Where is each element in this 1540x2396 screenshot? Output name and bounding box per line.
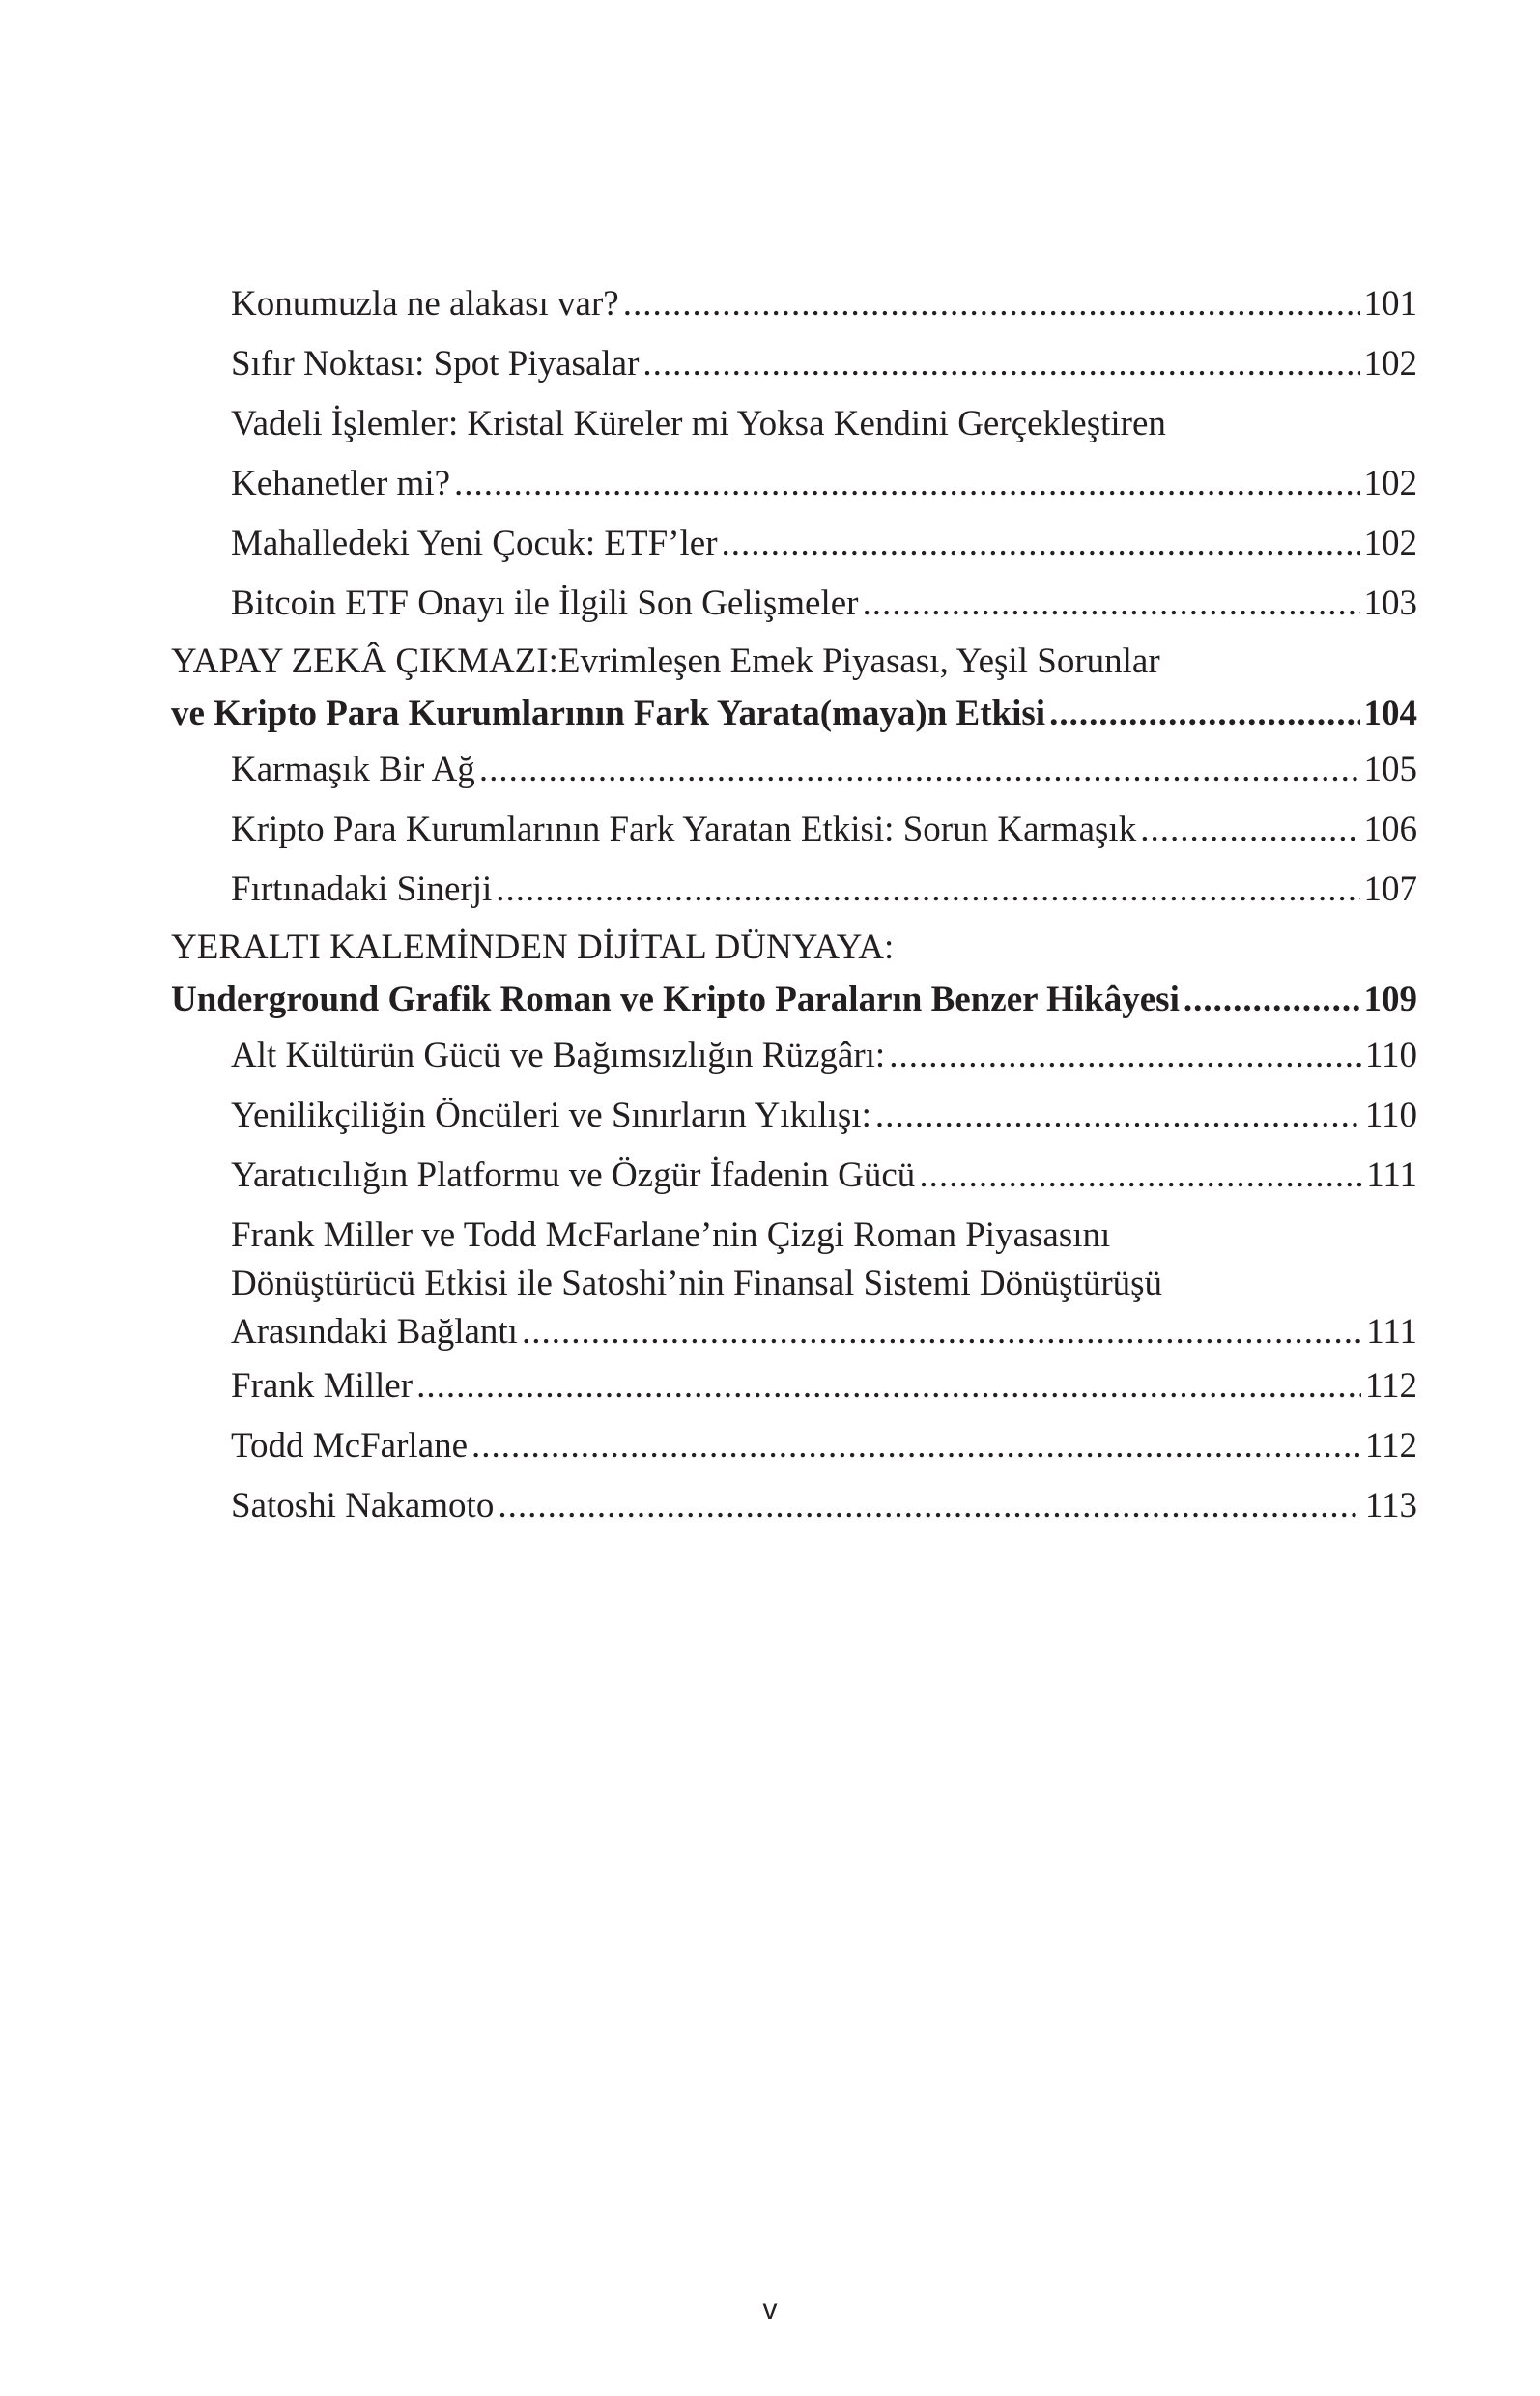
toc-line — [231, 1026, 1417, 1086]
toc-entry-title: Mahalledeki Yeni Çocuk: ETF’ler — [231, 524, 718, 563]
toc-page-number: 104 — [1363, 694, 1417, 733]
toc-entry[interactable] — [171, 394, 1417, 514]
toc-entry[interactable] — [171, 740, 1417, 800]
toc-page-number: 111 — [1366, 1312, 1417, 1352]
toc-entry-title: Bitcoin ETF Onayı ile İlgili Son Gelişmeler — [231, 584, 859, 623]
toc-line — [231, 1356, 1417, 1416]
toc-entry[interactable] — [171, 800, 1417, 860]
toc-chapter-title-line: YERALTI KALEMİNDEN DİJİTAL DÜNYAYA: — [171, 927, 895, 967]
toc-line — [171, 974, 1417, 1026]
toc-entry-title: Yaratıcılığın Platformu ve Özgür İfadenin Gücü — [231, 1155, 916, 1195]
toc-entry-title: Satoshi Nakamoto — [231, 1486, 495, 1526]
dot-leader — [875, 1086, 1361, 1146]
toc-page-number: 113 — [1364, 1486, 1417, 1526]
toc-page-number: 112 — [1364, 1426, 1417, 1466]
toc-page-number: 107 — [1363, 870, 1417, 909]
dot-leader — [889, 1026, 1361, 1086]
toc-page-number: 101 — [1363, 284, 1417, 324]
toc-page-number: 110 — [1364, 1036, 1417, 1075]
toc-page-number: 102 — [1363, 344, 1417, 384]
toc-line — [231, 514, 1417, 574]
toc-page-number: 111 — [1366, 1155, 1417, 1195]
page-folio: v — [762, 2294, 778, 2325]
toc-entry-title: Alt Kültürün Gücü ve Bağımsızlığın Rüzgârı: — [231, 1036, 886, 1075]
toc-line — [231, 574, 1417, 634]
toc-line — [231, 1086, 1417, 1146]
toc-entry-title: Karmaşık Bir Ağ — [231, 750, 475, 789]
toc-page-number: 103 — [1363, 584, 1417, 623]
toc-entry[interactable] — [171, 1146, 1417, 1206]
toc-chapter-entry[interactable] — [171, 922, 1417, 1026]
toc-line — [231, 1476, 1417, 1536]
toc-entry-title: Yenilikçiliğin Öncüleri ve Sınırların Yıkılışı: — [231, 1096, 871, 1135]
toc-page-number: 105 — [1363, 750, 1417, 789]
dot-leader — [623, 274, 1360, 334]
toc-line — [231, 1146, 1417, 1206]
toc-entry[interactable] — [171, 574, 1417, 634]
dot-leader — [496, 860, 1359, 920]
toc-entry-title: Konumuzla ne alakası var? — [231, 284, 619, 324]
toc-entry[interactable] — [171, 1086, 1417, 1146]
dot-leader — [454, 454, 1359, 514]
dot-leader — [1049, 688, 1359, 740]
toc-page-number: 102 — [1363, 524, 1417, 563]
toc-entry[interactable] — [171, 1416, 1417, 1476]
toc-line — [231, 740, 1417, 800]
toc-entry-title: Frank Miller — [231, 1366, 414, 1406]
dot-leader — [416, 1356, 1361, 1416]
dot-leader — [522, 1308, 1362, 1356]
dot-leader — [722, 514, 1360, 574]
toc-entry-title: Arasındaki Bağlantı — [231, 1312, 518, 1352]
toc-entry[interactable] — [171, 860, 1417, 920]
toc-page-number: 112 — [1364, 1366, 1417, 1406]
toc-entry[interactable] — [171, 1212, 1417, 1356]
toc-entry[interactable] — [171, 274, 1417, 334]
toc-page-number: 106 — [1363, 810, 1417, 849]
toc-entry[interactable] — [171, 1026, 1417, 1086]
toc-chapter-title-line: YAPAY ZEKÂ ÇIKMAZI:Evrimleşen Emek Piyasası, Yeşil Sorunlar — [171, 642, 1160, 681]
table-of-contents — [171, 274, 1417, 1536]
toc-entry[interactable] — [171, 1356, 1417, 1416]
toc-line — [231, 1308, 1417, 1356]
dot-leader — [498, 1476, 1361, 1536]
toc-page-number: 110 — [1364, 1096, 1417, 1135]
dot-leader — [642, 334, 1359, 394]
toc-entry-title: Todd McFarlane — [231, 1426, 469, 1466]
toc-entry-title-line: Vadeli İşlemler: Kristal Küreler mi Yoksa Kendini Gerçekleştiren — [231, 404, 1166, 443]
toc-entry-title: Kehanetler mi? — [231, 464, 451, 503]
toc-line — [171, 688, 1417, 740]
toc-entry[interactable] — [171, 1476, 1417, 1536]
toc-entry[interactable] — [171, 334, 1417, 394]
dot-leader — [471, 1416, 1361, 1476]
toc-entry-title: Sıfır Noktası: Spot Piyasalar — [231, 344, 640, 384]
toc-line — [231, 334, 1417, 394]
dot-leader — [479, 740, 1360, 800]
dot-leader — [862, 574, 1359, 634]
toc-entry-title-line: Dönüştürücü Etkisi ile Satoshi’nin Finansal Sistemi Dönüştürüşü — [231, 1264, 1163, 1303]
toc-entry-title-line: Frank Miller ve Todd McFarlane’nin Çizgi Roman Piyasasını — [231, 1215, 1111, 1255]
toc-chapter-entry[interactable] — [171, 636, 1417, 740]
toc-page-number: 102 — [1363, 464, 1417, 503]
toc-line — [231, 454, 1417, 514]
toc-line — [231, 274, 1417, 334]
dot-leader — [1184, 974, 1360, 1026]
toc-page-number: 109 — [1363, 980, 1417, 1019]
toc-entry-title: Kripto Para Kurumlarının Fark Yaratan Etkisi: Sorun Karmaşık — [231, 810, 1137, 849]
toc-line — [231, 800, 1417, 860]
toc-chapter-title: ve Kripto Para Kurumlarının Fark Yarata(maya)n Etkisi — [171, 694, 1046, 733]
dot-leader — [1140, 800, 1359, 860]
toc-chapter-title: Underground Grafik Roman ve Kripto Paraların Benzer Hikâyesi — [171, 980, 1180, 1019]
toc-line — [231, 860, 1417, 920]
toc-entry-title: Fırtınadaki Sinerji — [231, 870, 493, 909]
toc-entry[interactable] — [171, 514, 1417, 574]
dot-leader — [919, 1146, 1362, 1206]
toc-line — [231, 1416, 1417, 1476]
